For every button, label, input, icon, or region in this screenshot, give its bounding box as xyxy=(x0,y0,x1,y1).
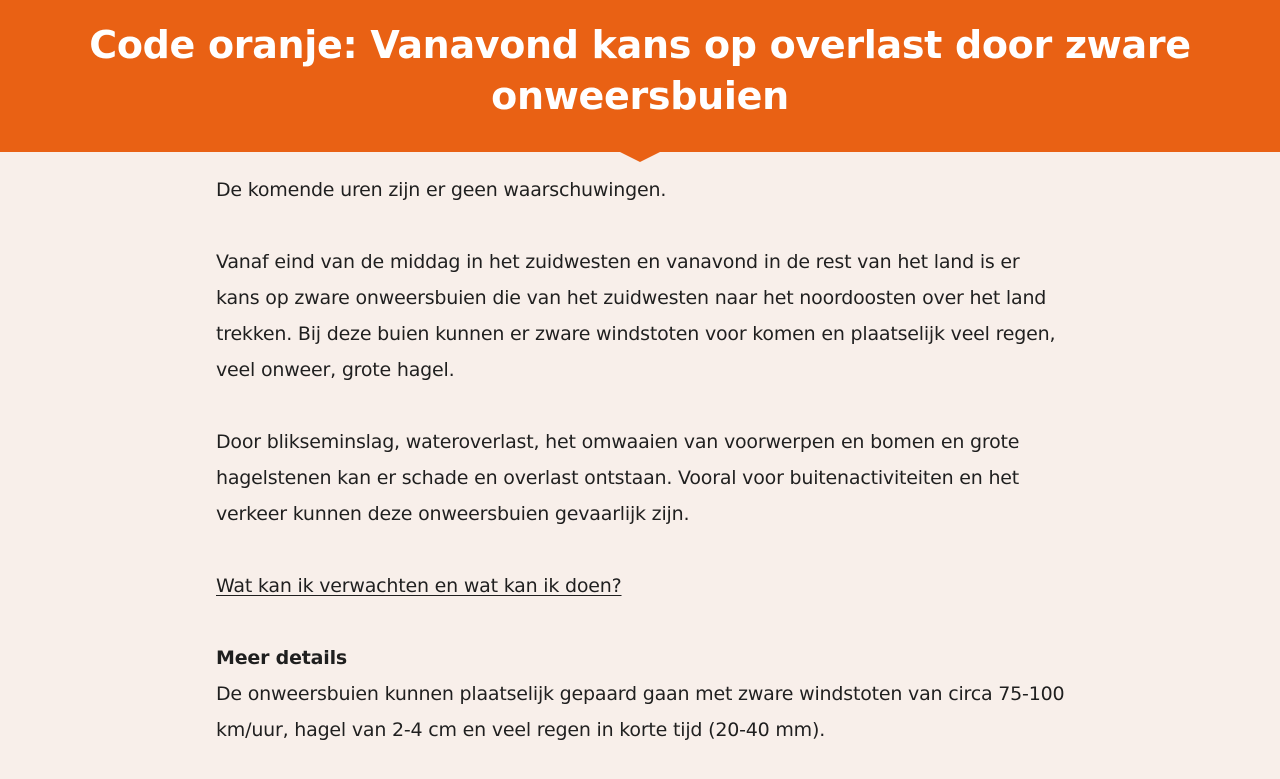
advice-link-container xyxy=(216,568,1066,604)
advice-link[interactable]: Wat kan ik verwachten en wat kan ik doen? xyxy=(216,575,622,597)
paragraph-spacer xyxy=(216,532,1066,568)
details-text: De onweersbuien kunnen plaatselijk gepaard gaan met zware windstoten van circa 75-100 km/uur, hagel van 2-4 cm en veel regen in korte tijd (20-40 mm). xyxy=(216,683,1065,741)
page-title: Code oranje: Vanavond kans op overlast door zware onweersbuien xyxy=(89,23,1191,118)
warning-content xyxy=(216,172,1066,748)
paragraph-spacer xyxy=(216,388,1066,424)
details-heading: Meer details xyxy=(216,647,347,669)
impact-paragraph: Door blikseminslag, wateroverlast, het omwaaien van voorwerpen en bomen en grote hagelstenen kan er schade en overlast ontstaan. Vooral voor buitenactiviteiten en het verkeer kunnen deze onweersbuien gevaarlijk zijn. xyxy=(216,431,1020,525)
forecast-paragraph: Vanaf eind van de middag in het zuidwesten en vanavond in de rest van het land is er kans op zware onweersbuien die van het zuidwesten naar het noordoosten over het land trekken. Bij deze buien kunnen er zware windstoten voor komen en plaatselijk veel regen, veel onweer, grote hagel. xyxy=(216,251,1056,381)
intro-text: De komende uren zijn er geen waarschuwingen. xyxy=(216,179,667,201)
paragraph-spacer xyxy=(216,604,1066,640)
banner-pointer xyxy=(618,151,662,162)
paragraph-spacer xyxy=(216,208,1066,244)
warning-banner xyxy=(0,0,1280,152)
